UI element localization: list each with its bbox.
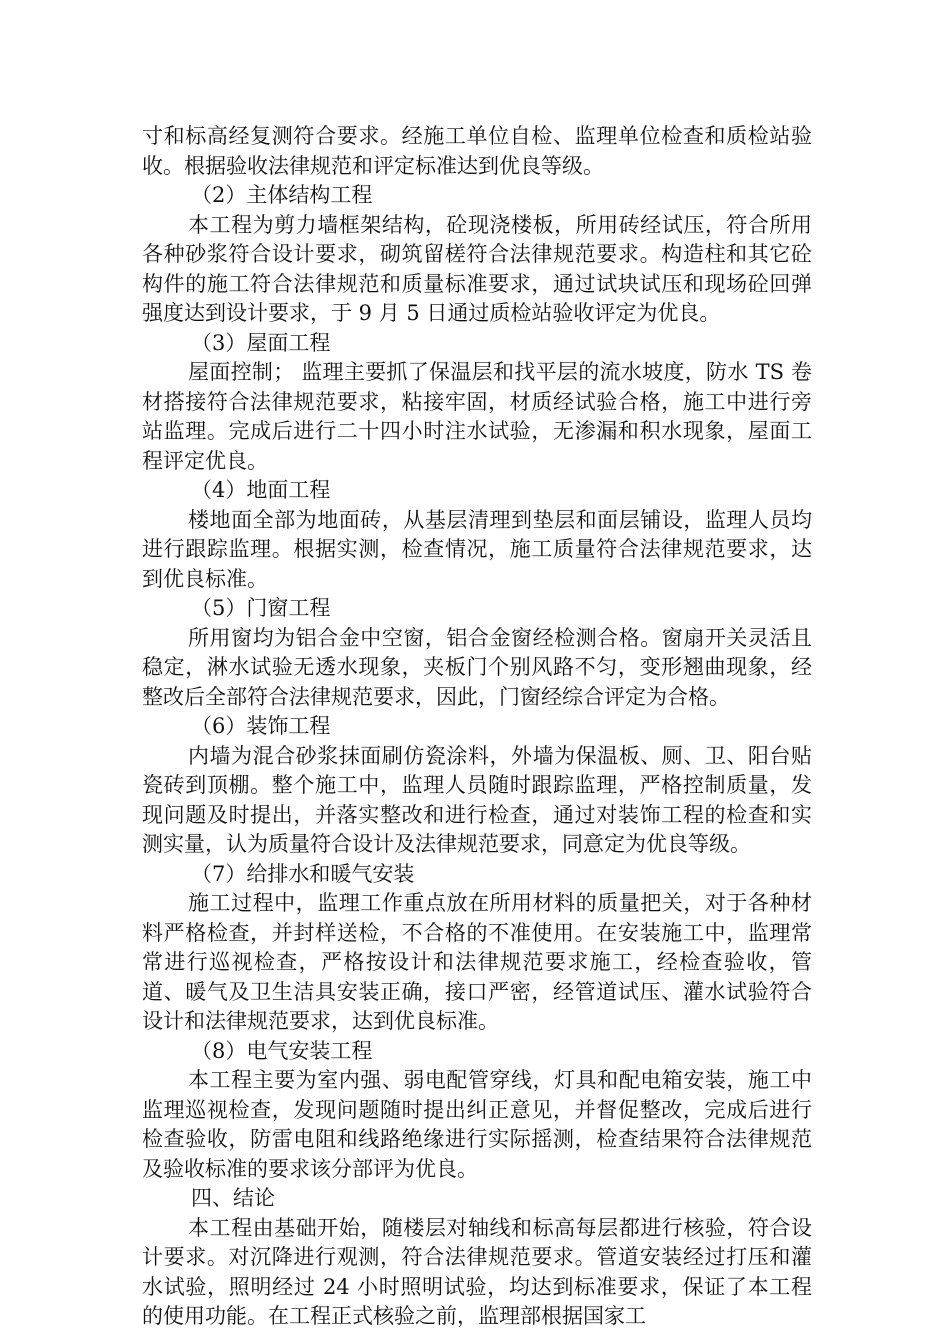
paragraph-doors-windows: 所用窗均为铝合金中空窗，铝合金窗经检测合格。窗扇开关灵活且稳定，淋水试验无透水现象，夹板门个别风路不匀，变形翘曲现象，经整改后全部符合法律规范要求，因此，门窗经综合评定为合格。 bbox=[142, 625, 812, 709]
paragraph-foundation-end: 寸和标高经复测符合要求。经施工单位自检、监理单位检查和质检站验收。根据验收法律规范和评定标准达到优良等级。 bbox=[142, 124, 812, 178]
heading-plumbing-heating: （7）给排水和暖气安装 bbox=[191, 861, 415, 886]
heading-electrical: （8）电气安装工程 bbox=[191, 1038, 373, 1063]
heading-main-structure: （2）主体结构工程 bbox=[191, 183, 373, 207]
paragraph-plumbing-heating: 施工过程中，监理工作重点放在所用材料的质量把关，对于各种材料严格检查，并封样送检，不合格的不准使用。在安装施工中，监理常常进行巡视检查，严格按设计和法律规范要求施工，经检查验收，管道、暖气及卫生洁具安装正确，接口严密，经管道试压、灌水试验符合设计和法律规范要求，达到优良标准。 bbox=[142, 891, 812, 1033]
paragraph-roof: 屋面控制； 监理主要抓了保温层和找平层的流水坡度，防水 TS 卷材搭接符合法律规范要求，粘接牢固，材质经试验合格，施工中进行旁站监理。完成后进行二十四小时注水试验，无渗漏和积水现象，屋面工程评定优良。 bbox=[142, 360, 812, 473]
paragraph-floor: 楼地面全部为地面砖，从基层清理到垫层和面层铺设，监理人员均进行跟踪监理。根据实测，检查情况，施工质量符合法律规范要求，达到优良标准。 bbox=[142, 507, 812, 591]
paragraph-main-structure: 本工程为剪力墙框架结构，砼现浇楼板，所用砖经试压，符合所用各种砂浆符合设计要求，砌筑留槎符合法律规范要求。构造柱和其它砼构件的施工符合法律规范和质量标准要求，通过试块试压和现场砼回弹强度达到设计要求，于 9 月 5 日通过质检站验收评定为优良。 bbox=[142, 212, 812, 325]
heading-doors-windows: （5）门窗工程 bbox=[191, 596, 331, 620]
paragraph-decoration: 内墙为混合砂浆抹面刷仿瓷涂料，外墙为保温板、厕、卫、阳台贴瓷砖到顶棚。整个施工中，监理人员随时跟踪监理，严格控制质量，发现问题及时提出，并落实整改和进行检查，通过对装饰工程的检查和实测实量，认为质量符合设计及法律规范要求，同意定为优良等级。 bbox=[142, 743, 812, 856]
heading-decoration: （6）装饰工程 bbox=[191, 714, 331, 738]
heading-roof: （3）屋面工程 bbox=[191, 330, 331, 355]
heading-conclusion: 四、结论 bbox=[191, 1186, 275, 1210]
paragraph-electrical: 本工程主要为室内强、弱电配管穿线，灯具和配电箱安装，施工中监理巡视检查，发现问题随时提出纠正意见，并督促整改，完成后进行检查验收，防雷电阻和线路绝缘进行实际摇测，检查结果符合法律规范及验收标准的要求该分部评为优良。 bbox=[142, 1068, 812, 1181]
heading-floor: （4）地面工程 bbox=[191, 478, 331, 502]
document-body bbox=[142, 122, 812, 1332]
paragraph-conclusion: 本工程由基础开始，随楼层对轴线和标高每层都进行核验，符合设计要求。对沉降进行观测，符合法律规范要求。管道安装经过打压和灌水试验，照明经过 24 小时照明试验，均达到标准要求，保证了本工程的使用功能。在工程正式核验之前，监理部根据国家工 bbox=[142, 1215, 812, 1328]
